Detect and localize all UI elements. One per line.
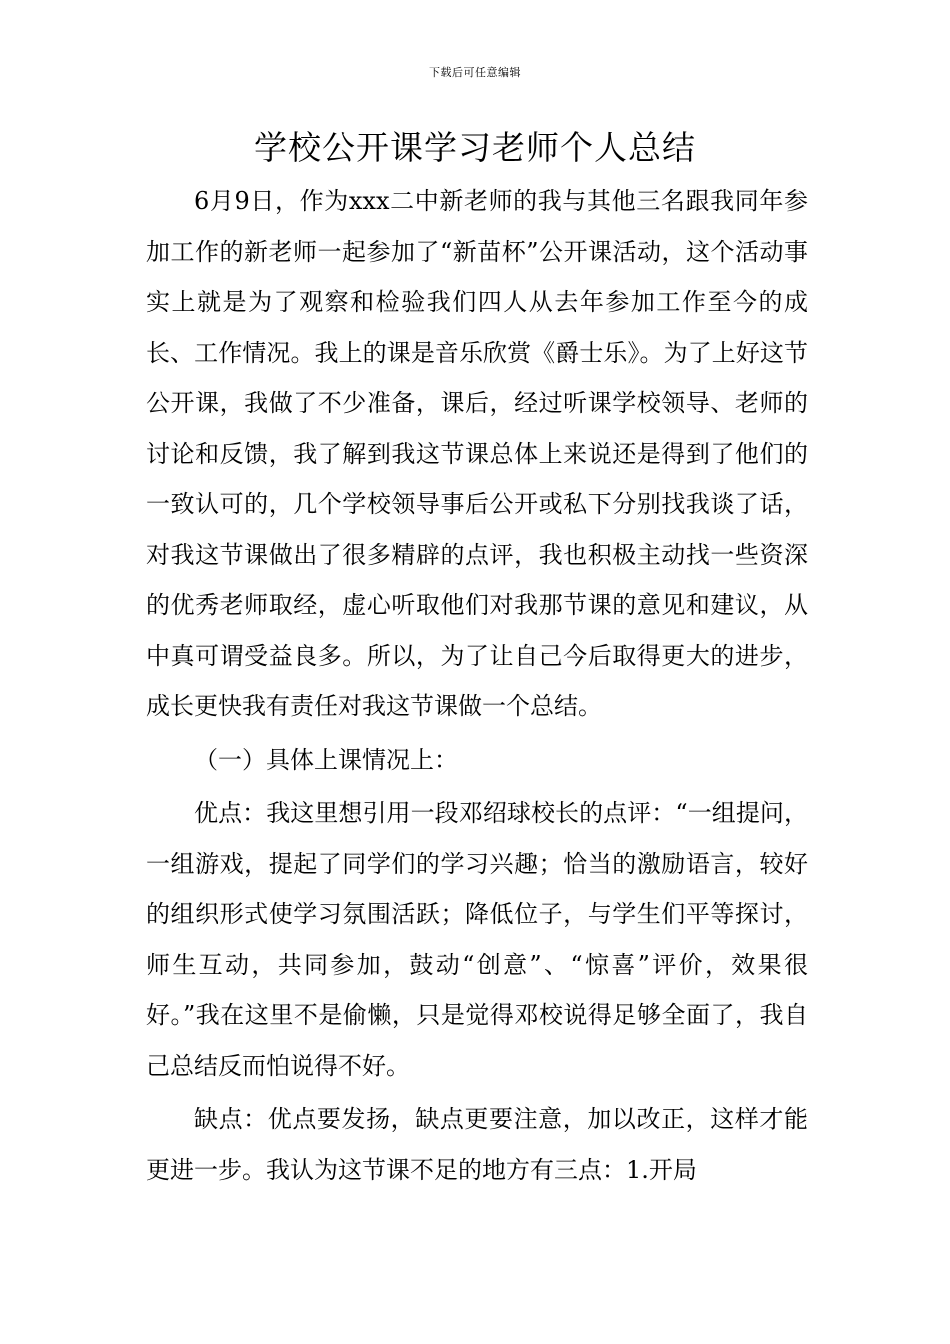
paragraph-section-heading: （一）具体上课情况上： — [194, 745, 458, 774]
paragraph-strengths: 优点：我这里想引用一段邓绍球校长的点评：“一组提问，一组游戏，提起了同学们的学习兴趣；恰当的激励语言，较好的组织形式使学习氛围活跃；降低位子，与学生们平等探讨，师生互动，共同参加，鼓动“创意”、“惊喜”评价，效果很好。”我在这里不是偷懒，只是觉得邓校说得足够全面了，我自己总结反而怕说得不好。 — [146, 799, 808, 1080]
paragraph-intro: 6月9日，作为xxx二中新老师的我与其他三名跟我同年参加工作的新老师一起参加了“新苗杯”公开课活动，这个活动事实上就是为了观察和检验我们四人从去年参加工作至今的成长、工作情况。我上的课是音乐欣赏《爵士乐》。为了上好这节公开课，我做了不少准备，课后，经过听课学校领导、老师的讨论和反馈，我了解到我这节课总体上来说还是得到了他们的一致认可的，几个学校领导事后公开或私下分别找我谈了话，对我这节课做出了很多精辟的点评，我也积极主动找一些资深的优秀老师取经，虚心听取他们对我那节课的意见和建议，从中真可谓受益良多。所以，为了让自己今后取得更大的进步，成长更快我有责任对我这节课做一个总结。 — [146, 187, 808, 720]
page-header-note: 下载后可任意编辑 — [429, 66, 521, 79]
document-body — [146, 176, 808, 1195]
paragraph-weaknesses: 缺点：优点要发扬，缺点更要注意，加以改正，这样才能更进一步。我认为这节课不足的地方有三点：1.开局 — [146, 1105, 808, 1184]
document-title: 学校公开课学习老师个人总结 — [254, 128, 696, 167]
